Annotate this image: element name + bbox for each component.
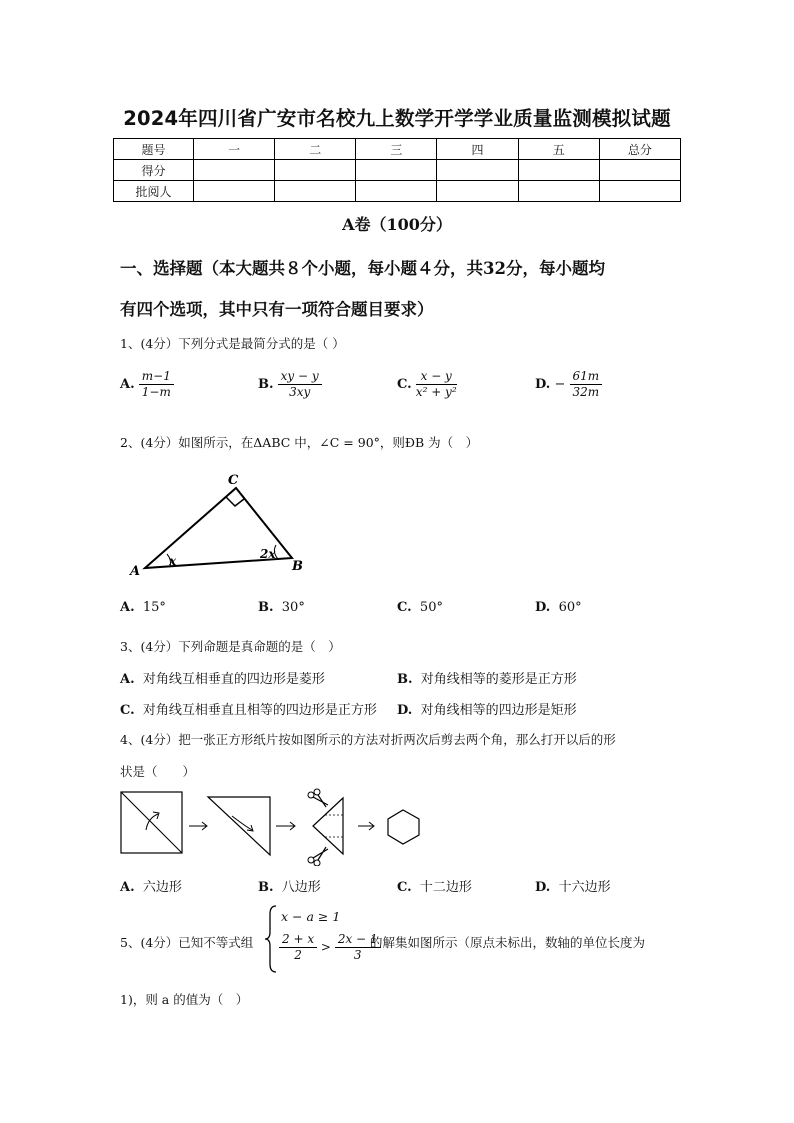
q4-option-d: D. 十六边形 [535,880,611,895]
score-table-cell [437,181,518,202]
section-heading-line2: 有四个选项，其中只有一项符合题目要求） [120,300,434,319]
paper-section-title: A卷（100分） [342,215,452,234]
score-table-cell [194,160,275,181]
score-table-cell: 三 [356,139,437,160]
score-table-cell: 批阅人 [114,181,194,202]
fraction: $\frac{x - y}{\text{x² + y²}}$ [415,369,457,400]
option-label: B. [258,377,274,393]
right-triangle-figure [120,468,320,580]
question-1-stem: 1、(4分）下列分式是最简分式的是（ ） [120,336,345,351]
fraction: $\frac{xy - y}{3xy}$ [278,370,322,399]
question-2-stem: 2、(4分）如图所示，在ΔABC 中，∠C = 90°，则ÐB 为（ ） [120,435,479,450]
option-label: D. [535,377,551,393]
score-table-cell [599,181,680,202]
option-label: C. [397,377,412,393]
q4-option-c: C. 十二边形 [397,880,472,895]
question-3-stem: 3、(4分）下列命题是真命题的是（ ） [120,639,341,654]
score-table-cell: 四 [437,139,518,160]
score-table-cell: 总分 [599,139,680,160]
q1-option-c [397,370,457,399]
q1-option-b [258,370,322,399]
score-table-row [114,139,681,160]
page-title: 2024年四川省广安市名校九上数学开学学业质量监测模拟试题 [123,107,671,130]
q2-option-c: C. 50° [397,600,443,615]
greater-than-sign: > [320,940,331,955]
q3-option-d: D. 对角线相等的四边形是矩形 [397,703,577,718]
q3-option-b: B. 对角线相等的菱形是正方形 [397,672,577,687]
score-table-row [114,160,681,181]
question-4-stem-line1: 4、(4分）把一张正方形纸片按如图所示的方法对折两次后剪去两个角，那么打开以后的形 [120,732,616,747]
option-label: A. [120,377,135,393]
score-table-cell [599,160,680,181]
q3-option-c: C. 对角线互相垂直且相等的四边形是正方形 [120,703,377,718]
fraction: $\frac{2x - 1}{3}$ [335,933,381,962]
question-5-suffix: 的解集如图所示（原点未标出，数轴的单位长度为 [370,935,646,950]
score-table-cell [356,181,437,202]
score-table-cell [356,160,437,181]
score-table-cell [194,181,275,202]
score-table-cell: 二 [275,139,356,160]
question-4-stem-line2: 状是（ ） [120,764,196,779]
minus-sign: − [554,377,566,393]
vertex-a-label: A [130,564,141,579]
score-table-cell: 得分 [114,160,194,181]
q4-option-b: B. 八边形 [258,880,321,895]
angle-b-label: 2x [260,547,276,561]
score-table-cell [275,181,356,202]
fraction: $\frac{61m}{32m}$ [570,370,603,399]
q1-option-d [535,370,602,399]
q1-option-a [120,370,174,399]
angle-a-label: x [169,554,177,568]
vertex-c-label: C [228,473,239,488]
score-table-cell: 五 [518,139,599,160]
section-heading-line1: 一、选择题（本大题共８个小题，每小题４分，共32分，每小题均 [120,259,605,278]
inequality-brace [264,904,278,974]
fraction: $\frac{m-1}{1-m}$ [139,370,174,399]
score-table-cell [518,181,599,202]
fraction: $\frac{2 + x}{2}$ [279,933,317,962]
question-5-line2: 1)，则 a 的值为（ ） [120,992,249,1007]
q2-option-d: D. 60° [535,600,582,615]
q2-option-a: A. 15° [120,600,166,615]
vertex-b-label: B [292,559,303,574]
score-table-cell [518,160,599,181]
score-table-row [114,181,681,202]
score-table-cell [437,160,518,181]
score-table [113,138,681,202]
inequality-2 [279,933,381,962]
q2-option-b: B. 30° [258,600,305,615]
q3-option-a: A. 对角线互相垂直的四边形是菱形 [120,672,325,687]
inequality-1: x − a ≥ 1 [281,909,341,924]
score-table-cell: 题号 [114,139,194,160]
score-table-cell [275,160,356,181]
paper-folding-figure [118,788,428,866]
question-5-prefix: 5、(4分）已知不等式组 [120,935,254,950]
score-table-cell: 一 [194,139,275,160]
q4-option-a: A. 六边形 [120,880,182,895]
